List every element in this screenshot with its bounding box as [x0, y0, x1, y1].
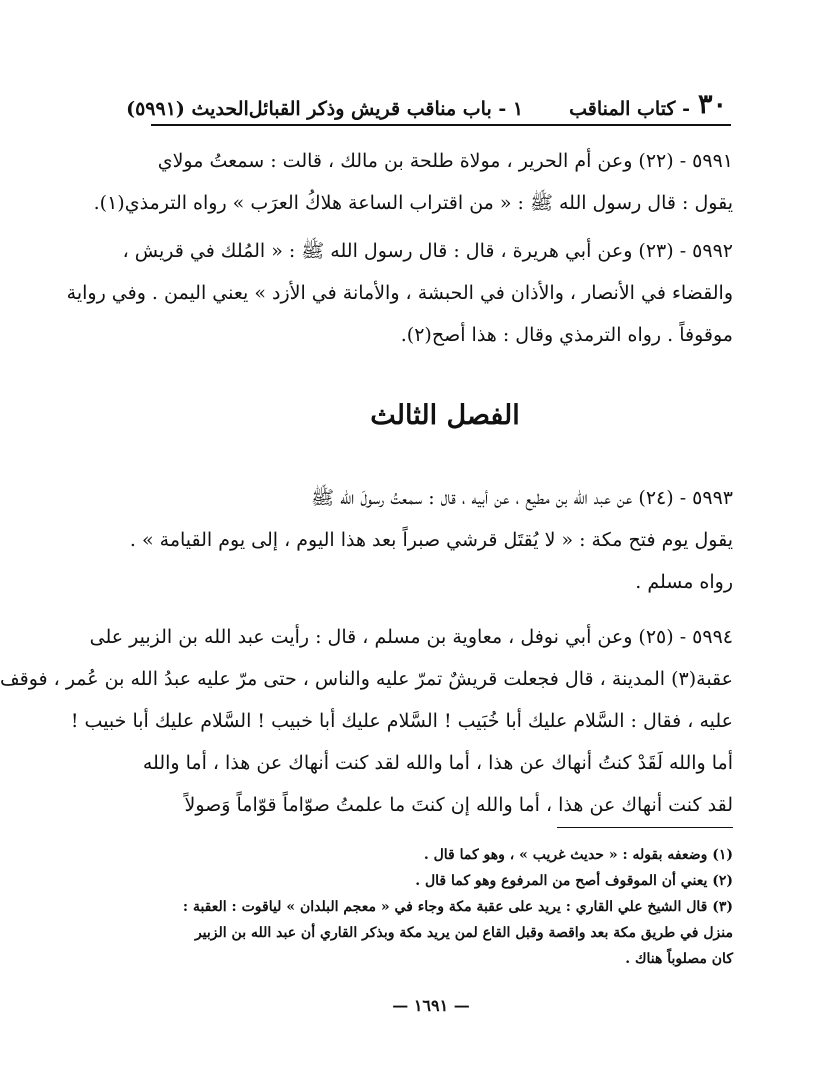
hadith-5991-line-1: ٥٩٩١ - (٢٢) وعن أم الحرير ، مولاة طلحة بن مالك ، قالت : سمعتُ مولاي [157, 150, 733, 172]
hadith-5993-line-2: يقول يوم فتح مكة : « لا يُقتَل قرشي صبراً بعد هذا اليوم ، إلى يوم القيامة » . [129, 529, 733, 551]
header-book-title: - كتاب المناقب [569, 98, 690, 120]
footnote-divider [557, 827, 733, 828]
hadith-5994 [0, 616, 733, 826]
hadith-5994-line-3: عليه ، فقال : السَّلام عليك أبا خُبَيب ! السَّلام عليك أبا خبيب ! السَّلام عليك أبا خبيب ! [70, 710, 733, 732]
page-number: — ١٦٩١ — [392, 996, 470, 1015]
hadith-5991 [93, 140, 733, 224]
hadith-5992-line-3: موقوفاً . رواه الترمذي وقال : هذا أصح(٢). [400, 324, 733, 346]
hadith-5994-line-5: لقد كنت أنهاك عن هذا ، أما والله إن كنتَ ما علمتُ صوّاماً قوّاماً وَصولاً [184, 794, 733, 816]
footnotes [157, 842, 733, 972]
footnote-1: (١) وضعفه بقوله : « حديث غريب » ، وهو كما قال . [423, 847, 733, 863]
hadith-5993-line-1: ٥٩٩٣ - (٢٤) عن عبد الله بن مطيع ، عن أبيه ، قال : سمعتُ رسولَ الله ﷺ [311, 487, 733, 509]
hadith-5993-line-3: رواه مسلم . [635, 571, 733, 593]
hadith-5994-line-2: عقبة(٣) المدينة ، قال فجعلت قريشٌ تمرّ عليه والناس ، حتى مرّ عليه عبدُ الله بن عُمر ، فوقف [0, 668, 733, 690]
header-divider [151, 124, 731, 126]
footnote-3-line-3: كان مصلوباً هناك . [625, 951, 733, 967]
footnote-3-line-1: (٣) قال الشيخ علي القاري : يريد على عقبة مكة وجاء في « معجم البلدان » لياقوت : العقبة : [182, 899, 733, 915]
header-page-number: ٣٠ [697, 89, 727, 120]
header-hadith-reference: الحديث (٥٩٩١) [126, 98, 249, 120]
hadith-5992-line-2: والقضاء في الأنصار ، والأذان في الحبشة ، والأمانة في الأزد » يعني اليمن . وفي رواية [66, 282, 733, 304]
hadith-5992-line-1: ٥٩٩٢ - (٢٣) وعن أبي هريرة ، قال : قال رسول الله ﷺ : « المُلك في قريش ، [122, 240, 733, 262]
header-chapter-title: ١ - باب مناقب قريش وذكر القبائل [248, 98, 524, 120]
footnote-2: (٢) يعني أن الموقوف أصح من المرفوع وهو كما قال . [415, 873, 733, 889]
footnote-3-line-2: منزل في طريق مكة بعد واقصة وقبل القاع لمن يريد مكة وبذكر القاري أن عبد الله بن الزبير [194, 925, 733, 941]
hadith-5993 [129, 477, 733, 603]
hadith-5994-line-1: ٥٩٩٤ - (٢٥) وعن أبي نوفل ، معاوية بن مسلم ، قال : رأيت عبد الله بن الزبير على [89, 626, 733, 648]
hadith-5992 [66, 230, 733, 356]
hadith-5991-line-2: يقول : قال رسول الله ﷺ : « من اقتراب الساعة هلاكُ العرَب » رواه الترمذي(١). [93, 192, 733, 214]
section-heading: الفصل الثالث [370, 400, 520, 431]
hadith-5994-line-4: أما والله لَقَدْ كنتُ أنهاك عن هذا ، أما والله لقد كنت أنهاك عن هذا ، أما والله [142, 752, 733, 774]
running-header [126, 82, 727, 120]
